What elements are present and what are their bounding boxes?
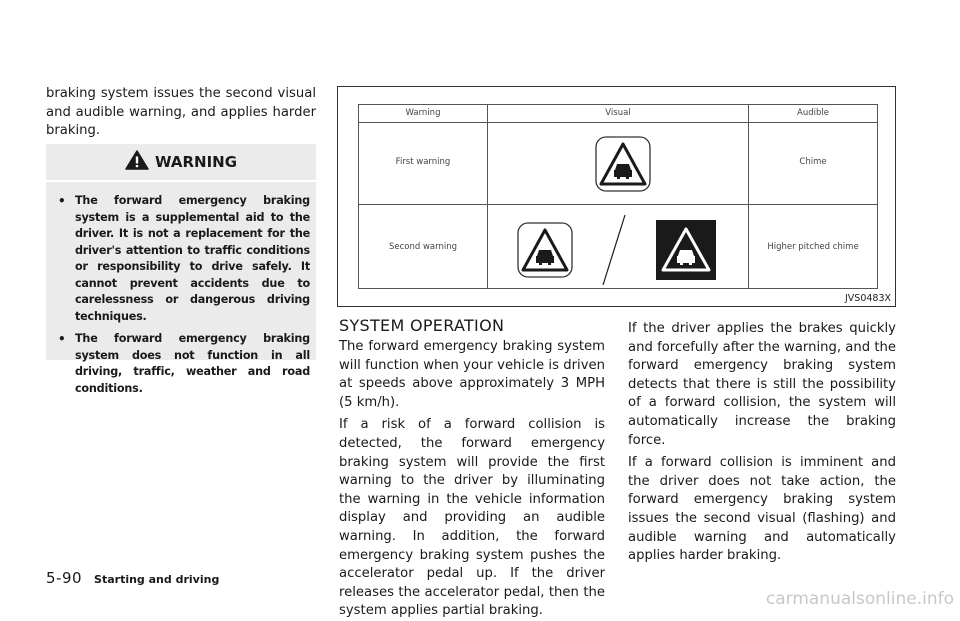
warning-triangle-icon (125, 150, 149, 174)
bullet: • (58, 194, 66, 208)
row-second-warning-audible: Higher pitched chime (767, 242, 859, 252)
middle-column (339, 338, 605, 621)
table-divider (748, 105, 749, 288)
vehicle-ahead-icon (656, 220, 716, 284)
warning-item-text: The forward emergency braking system does not function in all driving, traffic, weather and road conditions. (75, 332, 310, 395)
paragraph: If a forward collision is imminent and the driver does not take action, the forward emergency braking system issues the second visual (flashing) and audible warning and automatically applies harder braking. (628, 455, 896, 564)
left-column (46, 85, 316, 141)
warning-item (58, 193, 310, 325)
row-first-warning-audible: Chime (799, 157, 827, 167)
page-number: 5-90 (46, 569, 83, 587)
vehicle-ahead-icon (595, 136, 651, 196)
warning-figure (337, 86, 896, 307)
header-audible: Audible (797, 108, 829, 118)
right-column (628, 320, 896, 566)
intro-paragraph: braking system issues the second visual and audible warning, and applies harder braking. (46, 86, 316, 139)
header-warning: Warning (405, 108, 441, 118)
vehicle-ahead-icon (517, 222, 573, 282)
warning-item-text: The forward emergency braking system is a supplemental aid to the driver. It is not a replacement for the driver's attention to traffic conditions or responsibility to drive safely. It cannot prevent accidents due to carelessness or dangerous driving techniques. (75, 194, 310, 323)
warning-header (46, 144, 316, 182)
warning-list (58, 193, 310, 403)
flash-divider-line (599, 213, 629, 291)
bullet: • (58, 332, 66, 346)
header-visual: Visual (605, 108, 631, 118)
table-divider (359, 122, 877, 123)
table-divider (487, 105, 488, 288)
footer-section-name: Starting and driving (94, 573, 220, 586)
warning-title: WARNING (154, 153, 238, 171)
paragraph: If a risk of a forward collision is detected, the forward emergency braking system will provide the first warning to the driver by illuminating the warning in the vehicle information display and providing an audible warning. In addition, the forward emergency braking system pushes the accelerator pedal up. If the driver releases the accelerator pedal, then the system applies partial braking. (339, 417, 605, 619)
row-first-warning-label: First warning (395, 157, 451, 167)
paragraph: If the driver applies the brakes quickly and forcefully after the warning, and the forward emergency braking system detects that there is still the possibility of a forward collision, the system will automatically increase the braking force. (628, 321, 896, 448)
warning-item (58, 331, 310, 397)
warning-box (46, 144, 316, 395)
watermark: carmanualsonline.info (765, 589, 954, 609)
warning-table (358, 104, 878, 289)
paragraph: The forward emergency braking system will function when your vehicle is driven at speeds above approximately 3 MPH (5 km/h). (339, 339, 605, 410)
row-second-warning-label: Second warning (388, 242, 458, 252)
table-divider (359, 204, 877, 205)
section-heading: SYSTEM OPERATION (339, 316, 505, 335)
page-footer (46, 569, 219, 587)
figure-id: JVS0483X (844, 293, 891, 304)
